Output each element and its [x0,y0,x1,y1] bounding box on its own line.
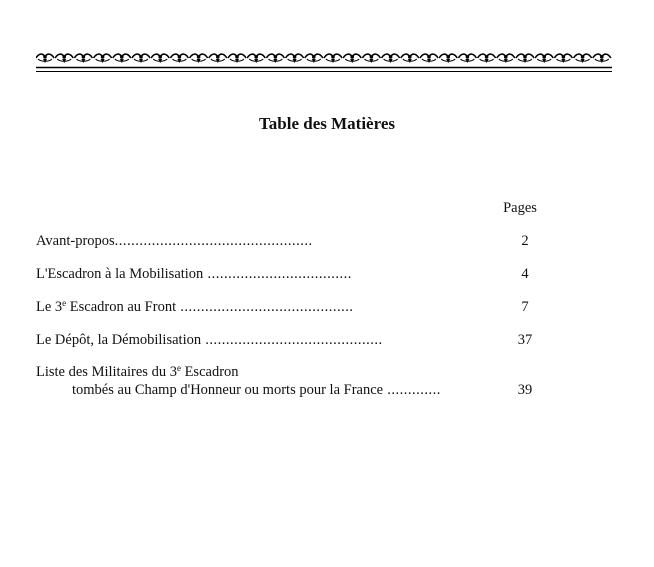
fleur-de-lis-icon [324,54,342,63]
fleur-de-lis-icon [36,54,54,63]
toc-entry-label-end: Escadron au Front [66,299,177,315]
fleur-de-lis-icon [478,54,496,63]
fleur-de-lis-icon [554,54,572,63]
fleur-de-lis-icon [286,54,304,63]
toc-entry-label-start: Le 3 [36,299,63,315]
toc-entry-label: tombés au Champ d'Honneur ou morts pour la France [72,382,384,398]
toc-entry-avant-propos[interactable] [36,232,313,250]
fleur-de-lis-icon [574,54,592,63]
toc-entry-label: L'Escadron à la Mobilisation [36,266,204,282]
toc-entry-label-end: Escadron [180,364,239,380]
fleur-de-lis-icon [458,54,476,63]
fleur-de-lis-icon [401,54,419,63]
fleur-de-lis-icon [74,54,92,63]
fleur-de-lis-icon [593,54,611,63]
fleur-de-lis-icon [228,54,246,63]
fleur-de-lis-icon [55,54,73,63]
page-title: Table des Matières [259,114,395,133]
toc-entry-label: Avant-propos [36,233,115,249]
toc-page-number: 2 [521,233,529,249]
superscript-e: e [176,363,181,373]
toc-entry-line-1 [36,363,441,381]
fleur-de-lis-icon [113,54,131,63]
fleur-de-lis-icon [516,54,534,63]
toc-page-number: 37 [517,332,533,348]
leader-dots: ........................................... [201,332,383,348]
fleur-de-lis-icon [535,54,553,63]
toc-entry-demobilisation[interactable] [36,331,383,349]
fleur-de-lis-icon [94,54,112,63]
fleur-de-lis-border-icon [36,52,612,74]
fleur-de-lis-icon [132,54,150,63]
pages-column-header: Pages [503,200,537,216]
toc-page-number: 4 [521,266,529,282]
leader-dots: ................................... [203,266,352,282]
fleur-de-lis-icon [151,54,169,63]
toc-entry-line-2 [36,381,441,399]
toc-entry-au-front[interactable] [36,298,353,316]
fleur-de-lis-icon [362,54,380,63]
leader-dots: ................................................ [114,233,313,249]
fleur-de-lis-icon [420,54,438,63]
fleur-de-lis-icon [170,54,188,63]
leader-dots: .......................................... [176,299,354,315]
fleur-de-lis-icon [305,54,323,63]
leader-dots: ............. [383,382,441,398]
fleur-de-lis-icon [209,54,227,63]
fleur-de-lis-icon [439,54,457,63]
fleur-de-lis-icon [382,54,400,63]
superscript-e: e [62,298,67,308]
toc-entry-liste-militaires[interactable] [36,363,441,399]
toc-entry-label: Le Dépôt, la Démobilisation [36,332,202,348]
fleur-de-lis-icon [497,54,515,63]
fleur-de-lis-icon [343,54,361,63]
fleur-de-lis-icon [266,54,284,63]
fleur-de-lis-icon [190,54,208,63]
toc-page-number: 7 [521,299,529,315]
toc-page-number: 39 [517,382,533,398]
toc-entry-mobilisation[interactable] [36,265,352,283]
fleur-de-lis-icon [247,54,265,63]
toc-entry-label-start: Liste des Militaires du 3 [36,364,177,380]
